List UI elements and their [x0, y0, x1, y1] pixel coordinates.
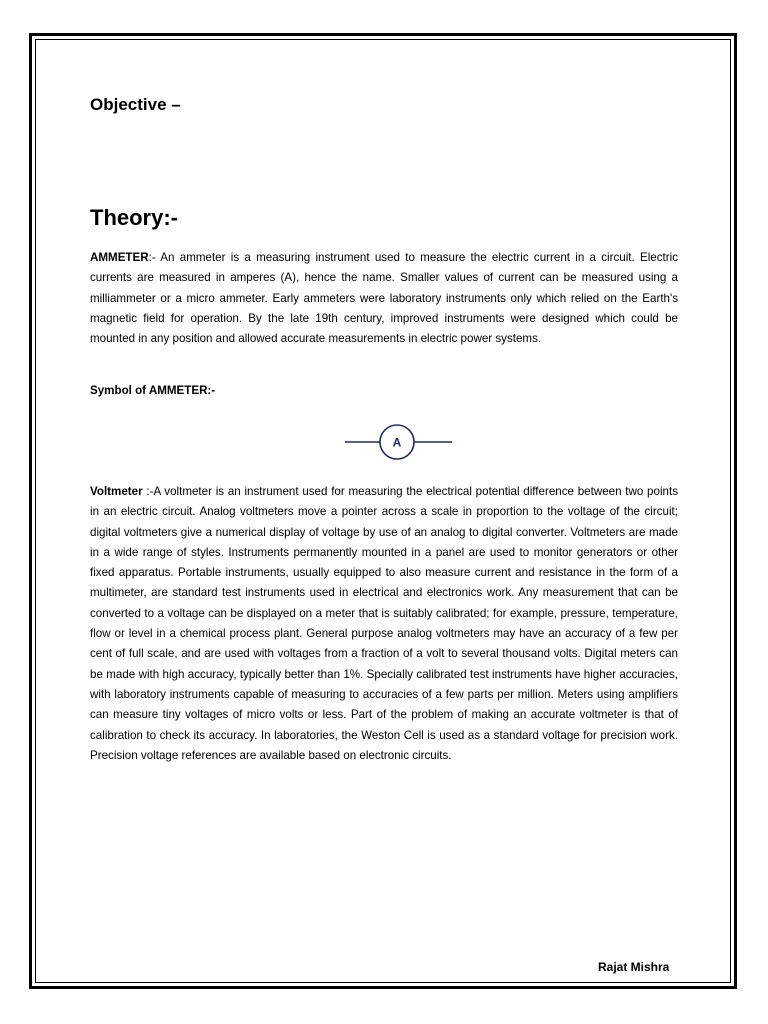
voltmeter-term: Voltmeter	[90, 485, 143, 498]
voltmeter-paragraph	[90, 482, 678, 766]
objective-heading: Objective –	[90, 95, 181, 114]
theory-heading: Theory:-	[90, 205, 178, 230]
symbol-label: Symbol of AMMETER:-	[90, 384, 216, 397]
author-name: Rajat Mishra	[598, 960, 670, 974]
ammeter-symbol-icon	[345, 422, 455, 462]
ammeter-paragraph	[90, 248, 678, 349]
symbol-letter: A	[392, 435, 402, 450]
voltmeter-text: :-A voltmeter is an instrument used for measuring the electrical potential difference between two points in an electric circuit. Analog voltmeters move a pointer across a scale in proportion to the voltage of the circuit; digital voltmeters give a numerical display of voltage by use of an analog to digital converter. Voltmeters are made in a wide range of styles. Instruments permanently mounted in a panel are used to monitor generators or other fixed apparatus. Portable instruments, usually equipped to also measure current and resistance in the form of a multimeter, are standard test instruments used in electrical and electronics work. Any measurement that can be converted to a voltage can be displayed on a meter that is suitably calibrated; for example, pressure, temperature, flow or level in a chemical process plant. General purpose analog voltmeters may have an accuracy of a few per cent of full scale, and are used with voltages from a fraction of a volt to several thousand volts. Digital meters can be made with high accuracy, typically better than 1%. Specially calibrated test instruments have higher accuracies, with laboratory instruments capable of measuring to accuracies of a few parts per million. Meters using amplifiers can measure tiny voltages of micro volts or less. Part of the problem of making an accurate voltmeter is that of calibration to check its accuracy. In laboratories, the Weston Cell is used as a standard voltage for precision work. Precision voltage references are available based on electronic circuits.	[90, 485, 678, 762]
ammeter-term: AMMETER	[90, 251, 149, 264]
ammeter-text: :- An ammeter is a measuring instrument used to measure the electric current in a circuit. Electric currents are measured in amperes (A), hence the name. Smaller values of current can be measured using a milliammeter or a micro ammeter. Early ammeters were laboratory instruments only which relied on the Earth's magnetic field for operation. By the late 19th century, improved instruments were designed which could be mounted in any position and allowed accurate measurements in electric power systems.	[90, 251, 678, 346]
